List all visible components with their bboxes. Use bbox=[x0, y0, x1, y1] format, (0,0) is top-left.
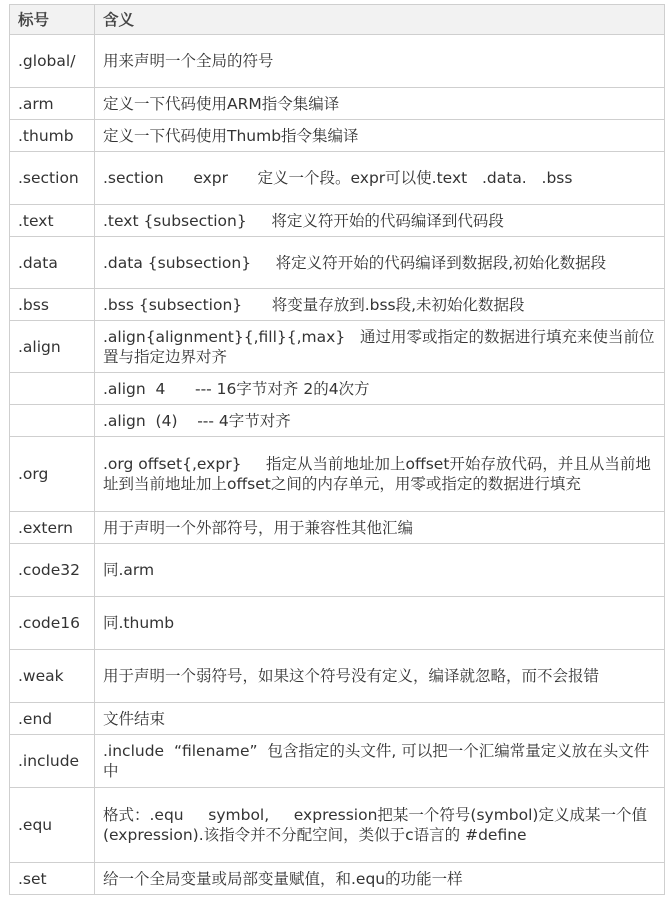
row-tag: .set bbox=[10, 863, 95, 895]
table-row bbox=[10, 650, 665, 703]
row-desc: 同.thumb bbox=[95, 597, 665, 650]
row-tag: .data bbox=[10, 237, 95, 289]
table-row bbox=[10, 321, 665, 373]
row-desc: .data {subsection} 将定义符开始的代码编译到数据段,初始化数据段 bbox=[95, 237, 665, 289]
row-desc: 用来声明一个全局的符号 bbox=[95, 35, 665, 88]
row-tag: .bss bbox=[10, 289, 95, 321]
table-header-row bbox=[10, 5, 665, 35]
table-row bbox=[10, 373, 665, 405]
table-row bbox=[10, 597, 665, 650]
row-desc: .text {subsection} 将定义符开始的代码编译到代码段 bbox=[95, 205, 665, 237]
row-tag: .arm bbox=[10, 88, 95, 120]
row-desc: .align{alignment}{,fill}{,max} 通过用零或指定的数据进行填充来使当前位置与指定边界对齐 bbox=[95, 321, 665, 373]
row-desc: 用于声明一个外部符号，用于兼容性其他汇编 bbox=[95, 512, 665, 544]
row-desc: 用于声明一个弱符号，如果这个符号没有定义，编译就忽略，而不会报错 bbox=[95, 650, 665, 703]
row-tag: .code16 bbox=[10, 597, 95, 650]
table-row bbox=[10, 88, 665, 120]
table-row bbox=[10, 512, 665, 544]
row-desc: 给一个全局变量或局部变量赋值，和.equ的功能一样 bbox=[95, 863, 665, 895]
table-row bbox=[10, 788, 665, 863]
table-row bbox=[10, 120, 665, 152]
row-tag: .align bbox=[10, 321, 95, 373]
row-tag: .weak bbox=[10, 650, 95, 703]
row-desc: 文件结束 bbox=[95, 703, 665, 735]
table-row bbox=[10, 237, 665, 289]
row-tag: .thumb bbox=[10, 120, 95, 152]
row-desc: .align 4 --- 16字节对齐 2的4次方 bbox=[95, 373, 665, 405]
row-tag: .code32 bbox=[10, 544, 95, 597]
row-desc: 同.arm bbox=[95, 544, 665, 597]
row-tag: .equ bbox=[10, 788, 95, 863]
table-row bbox=[10, 544, 665, 597]
row-tag: .end bbox=[10, 703, 95, 735]
row-desc: .org offset{,expr} 指定从当前地址加上offset开始存放代码，并且从当前地址到当前地址加上offset之间的内存单元，用零或指定的数据进行填充 bbox=[95, 437, 665, 512]
row-tag: .org bbox=[10, 437, 95, 512]
table-row bbox=[10, 205, 665, 237]
table-row bbox=[10, 289, 665, 321]
table-row bbox=[10, 405, 665, 437]
row-tag: .global/ bbox=[10, 35, 95, 88]
row-tag: .text bbox=[10, 205, 95, 237]
row-desc: 格式：.equ symbol, expression把某一个符号(symbol)定义成某一个值(expression).该指令并不分配空间，类似于c语言的 #define bbox=[95, 788, 665, 863]
header-meaning: 含义 bbox=[95, 5, 665, 35]
table-row bbox=[10, 152, 665, 205]
row-desc: .align (4) --- 4字节对齐 bbox=[95, 405, 665, 437]
table-row bbox=[10, 735, 665, 788]
header-tag: 标号 bbox=[10, 5, 95, 35]
directive-table bbox=[9, 4, 665, 895]
row-desc: .section expr 定义一个段。expr可以使.text .data. .bss bbox=[95, 152, 665, 205]
row-desc: .bss {subsection} 将变量存放到.bss段,未初始化数据段 bbox=[95, 289, 665, 321]
row-tag bbox=[10, 373, 95, 405]
row-tag: .extern bbox=[10, 512, 95, 544]
row-tag: .section bbox=[10, 152, 95, 205]
row-tag bbox=[10, 405, 95, 437]
row-desc: 定义一下代码使用Thumb指令集编译 bbox=[95, 120, 665, 152]
table-row bbox=[10, 35, 665, 88]
row-desc: 定义一下代码使用ARM指令集编译 bbox=[95, 88, 665, 120]
row-tag: .include bbox=[10, 735, 95, 788]
table-row bbox=[10, 703, 665, 735]
table-row bbox=[10, 437, 665, 512]
row-desc: .include “filename” 包含指定的头文件, 可以把一个汇编常量定义放在头文件中 bbox=[95, 735, 665, 788]
table-row bbox=[10, 863, 665, 895]
